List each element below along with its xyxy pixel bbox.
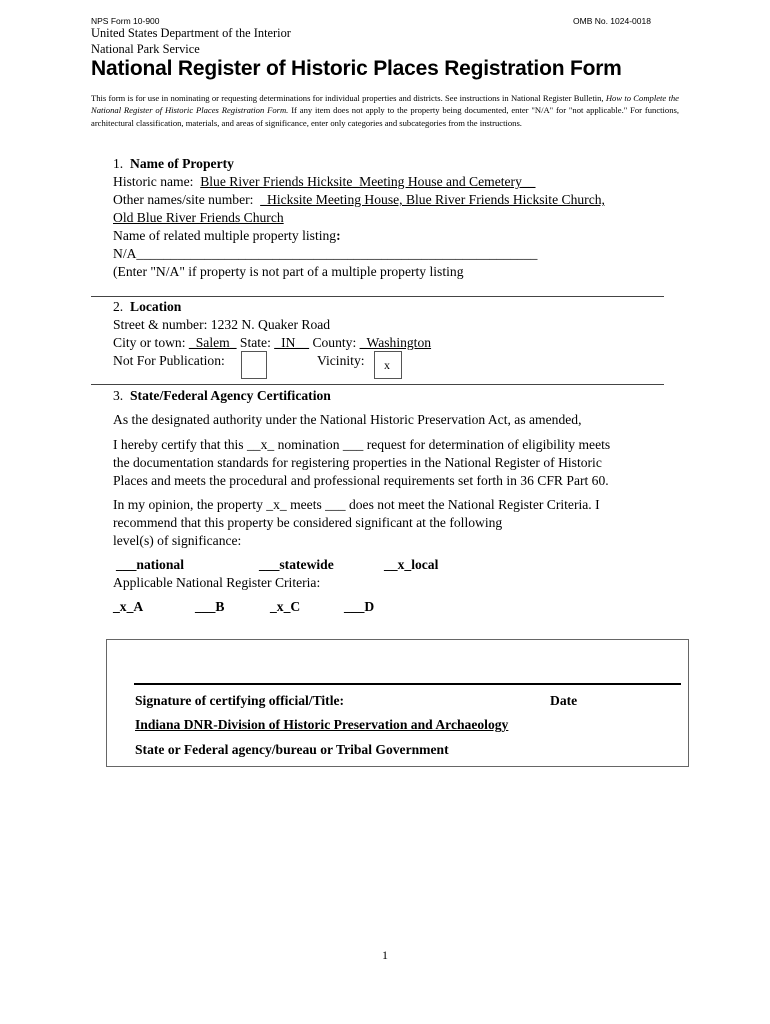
other-names-field-line-2[interactable]: Old Blue River Friends Church bbox=[113, 210, 284, 225]
service-name: National Park Service bbox=[91, 42, 200, 56]
city-field[interactable]: _Salem_ bbox=[188, 335, 237, 350]
instructions-paragraph: This form is for use in nominating or requesting determinations for individual properties and districts. See instructions in National Register Bulletin, How to Complete the National Register of Historic Places Registration Form. If any item does not apply to the property being documented, enter "N/A" for "not applicable." For functions, architectural classification, materials, and areas of significance, enter only categories and subcategories from the instructions. bbox=[91, 93, 680, 128]
historic-name-label: Historic name: bbox=[113, 174, 194, 189]
vicinity-checkbox[interactable] bbox=[374, 351, 402, 379]
omb-number: OMB No. 1024-0018 bbox=[573, 16, 651, 26]
vicinity-label: Vicinity: bbox=[317, 353, 365, 368]
related-listing-value-row bbox=[113, 245, 537, 263]
other-names-label: Other names/site number: bbox=[113, 192, 254, 207]
form-number: NPS Form 10-900 bbox=[91, 16, 160, 26]
criterion-b-option[interactable]: ___B bbox=[195, 599, 225, 614]
signature-line bbox=[134, 683, 681, 685]
related-listing-label: Name of related multiple property listing bbox=[113, 228, 337, 243]
other-names-field[interactable]: _Hicksite Meeting House, Blue River Friends Hicksite Church, bbox=[260, 192, 605, 207]
certifying-agency: Indiana DNR-Division of Historic Preservation and Archaeology bbox=[135, 717, 509, 732]
city-state-county-row bbox=[113, 334, 431, 352]
other-names-row bbox=[113, 191, 605, 209]
county-label: County: bbox=[312, 335, 357, 350]
related-listing-field[interactable]: N/A bbox=[113, 246, 137, 261]
page-number: 1 bbox=[382, 948, 388, 962]
level-national-option[interactable]: ___national bbox=[116, 557, 184, 572]
historic-name-field[interactable]: Blue River Friends Hicksite_Meeting House and Cemetery__ bbox=[200, 174, 536, 189]
vicinity-check-mark: x bbox=[384, 358, 390, 372]
level-local-option[interactable]: __x_local bbox=[384, 557, 439, 572]
publication-label: Not For Publication: bbox=[113, 353, 225, 368]
opinion-line-3: level(s) of significance: bbox=[113, 533, 242, 548]
date-label: Date bbox=[550, 693, 578, 708]
criterion-a-option[interactable]: _x_A bbox=[113, 599, 144, 614]
bulletin-title: How to Complete the National Register of Historic Places Registration Form. bbox=[91, 93, 679, 116]
opinion-line-2: recommend that this property be considered significant at the following bbox=[113, 515, 503, 530]
historic-name-row bbox=[113, 173, 535, 191]
street-row bbox=[113, 316, 330, 334]
state-field[interactable]: _IN__ bbox=[274, 335, 310, 350]
criteria-label: Applicable National Register Criteria: bbox=[113, 575, 321, 590]
level-statewide-option[interactable]: ___statewide bbox=[259, 557, 334, 572]
certification-line-3: Places and meets the procedural and professional requirements set forth in 36 CFR Part 60. bbox=[113, 473, 609, 488]
signature-label: Signature of certifying official/Title: bbox=[135, 693, 345, 708]
state-label: State: bbox=[239, 335, 271, 350]
page-title: National Register of Historic Places Registration Form bbox=[91, 57, 622, 80]
authority-statement: As the designated authority under the National Historic Preservation Act, as amended, bbox=[113, 412, 582, 427]
not-for-publication-checkbox[interactable] bbox=[241, 351, 267, 379]
certification-line-1: I hereby certify that this __x_ nomination ___ request for determination of eligibility meets bbox=[113, 437, 611, 452]
related-listing-row: Name of related multiple property listing: bbox=[113, 228, 341, 243]
agency-type-label: State or Federal agency/bureau or Tribal Government bbox=[135, 742, 449, 757]
section-3-heading: 3. State/Federal Agency Certification bbox=[113, 388, 331, 403]
section-2-heading: 2. Location bbox=[113, 299, 182, 314]
criterion-d-option[interactable]: ___D bbox=[344, 599, 375, 614]
city-label: City or town: bbox=[113, 335, 186, 350]
related-listing-blank: ___________________________________________________________ bbox=[136, 246, 538, 261]
department-name: United States Department of the Interior bbox=[91, 26, 291, 40]
certification-line-2: the documentation standards for registering properties in the National Register of Historic bbox=[113, 455, 602, 470]
related-listing-note: (Enter "N/A" if property is not part of a multiple property listing bbox=[113, 264, 464, 279]
street-label: Street & number: bbox=[113, 317, 208, 332]
other-names-continued bbox=[113, 209, 284, 227]
section-divider bbox=[91, 384, 664, 385]
county-field[interactable]: _Washington bbox=[359, 335, 432, 350]
street-field[interactable]: 1232 N. Quaker Road bbox=[210, 317, 331, 332]
section-1-heading: 1. Name of Property bbox=[113, 156, 234, 171]
section-divider bbox=[91, 296, 664, 297]
criterion-c-option[interactable]: _x_C bbox=[270, 599, 301, 614]
opinion-line-1: In my opinion, the property _x_ meets ___ does not meet the National Register Criteria. I bbox=[113, 497, 600, 512]
